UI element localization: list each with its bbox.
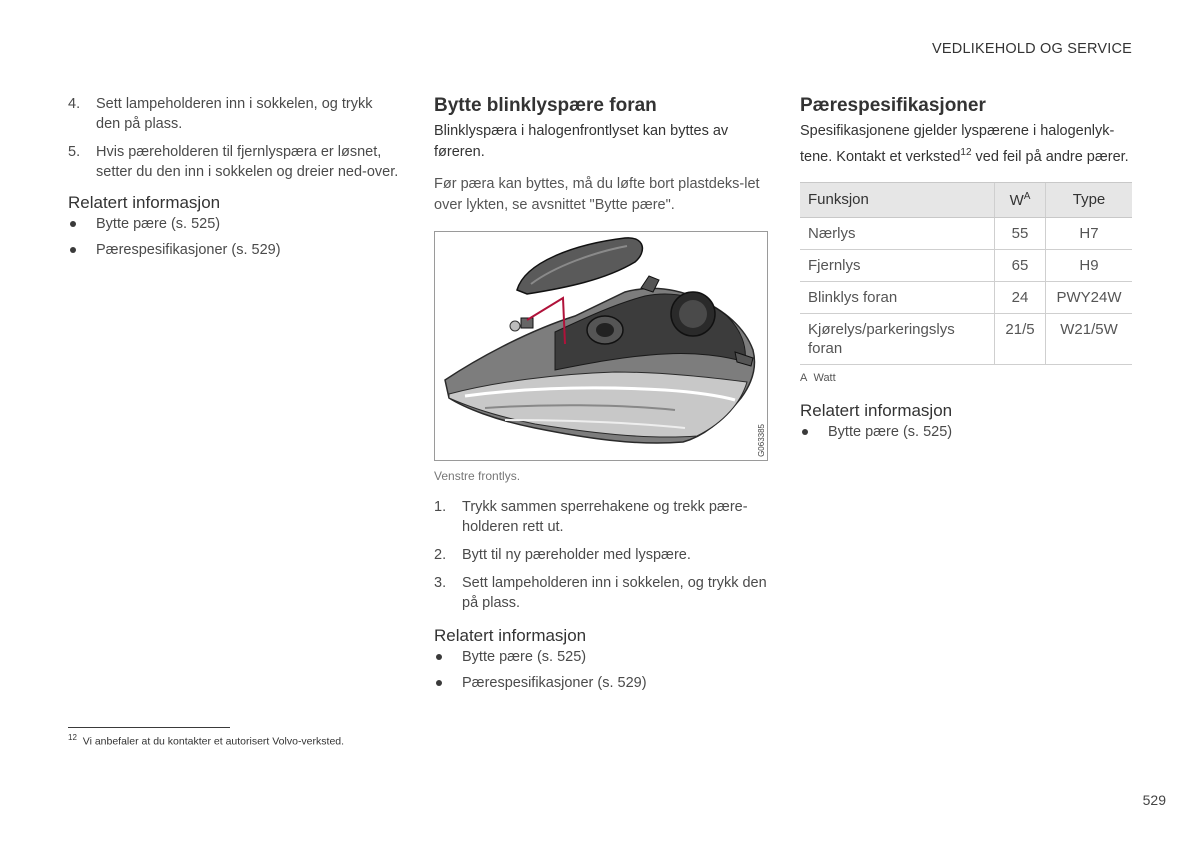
table-row: Blinklys foran 24 PWY24W [800,281,1132,313]
step-1: 1. Trykk sammen sperrehakene og trekk pære-holderen rett ut. [434,499,748,535]
footnote-rule [68,727,230,728]
col-header-type: Type [1046,182,1133,217]
figure-caption: Venstre frontlys. [434,469,521,483]
table-row: Fjernlys 65 H9 [800,249,1132,281]
col-header-watt: $W^A$ [995,182,1046,217]
bulb-spec-table [800,182,1132,365]
footnote-ref: 12 [960,147,972,158]
step-4: 4. Sett lampeholderen inn i sokkelen, og trykk den på plass. [68,96,373,132]
section-lead: Spesifikasjonene gjelder lyspærene i halogenlyk-tene. Kontakt et verksted$^{12}$ ved feil på andre pærer. [800,123,1129,165]
table-row: Nærlys 55 H7 [800,217,1132,249]
headlight-figure [434,231,768,461]
related-link-bytte-paere[interactable]: Bytte pære (s. 525) [68,214,400,234]
step-3: 3. Sett lampeholderen inn i sokkelen, og trykk den på plass. [434,575,767,611]
step-5: 5. Hvis pæreholderen til fjernlyspæra er løsnet, setter du den inn i sokkelen og dreier ned-over. [68,144,399,180]
steps-list-continued [68,94,400,182]
related-link-bytte-paere[interactable]: Bytte pære (s. 525) [800,422,1132,442]
related-info-list [68,214,400,260]
related-info-heading: Relatert informasjon [68,193,221,212]
related-info-heading: Relatert informasjon [434,626,587,645]
table-footnote: A Watt [800,371,836,384]
headlight-illustration [435,232,767,460]
section-body: Før pæra kan byttes, må du løfte bort plastdeks-let over lykten, se avsnittet "Bytte pære". [434,176,760,213]
related-link-paerespesifikasjoner[interactable]: Pærespesifikasjoner (s. 529) [68,240,400,260]
related-link-bytte-paere[interactable]: Bytte pære (s. 525) [434,647,768,667]
column-2 [434,94,768,699]
section-lead: Blinklyspæra i halogenfrontlyset kan byttes av føreren. [434,123,729,160]
table-row: Kjørelys/parkeringslys foran 21/5 W21/5W [800,313,1132,364]
section-title-bytte-blinklyspaere: Bytte blinklyspære foran [434,95,657,116]
figure-code: G063385 [757,424,766,457]
related-info-heading: Relatert informasjon [800,400,953,420]
running-header: VEDLIKEHOLD OG SERVICE [932,41,1132,57]
related-info-list [800,422,1132,442]
steps-list [434,497,768,613]
col-header-funksjon: Funksjon [800,182,995,217]
related-link-paerespesifikasjoner[interactable]: Pærespesifikasjoner (s. 529) [434,673,768,693]
page-footnote: $^{12}$ Vi anbefaler at du kontakter et autorisert Volvo-verksted. [68,733,345,748]
step-2: 2. Bytt til ny pæreholder med lyspære. [434,547,691,563]
section-title-paerespesifikasjoner: Pærespesifikasjoner [800,95,986,116]
table-header-row [800,182,1132,217]
column-1 [68,94,400,266]
page-number: 529 [1142,792,1166,808]
related-info-list [434,647,768,693]
column-3 [800,94,1132,448]
